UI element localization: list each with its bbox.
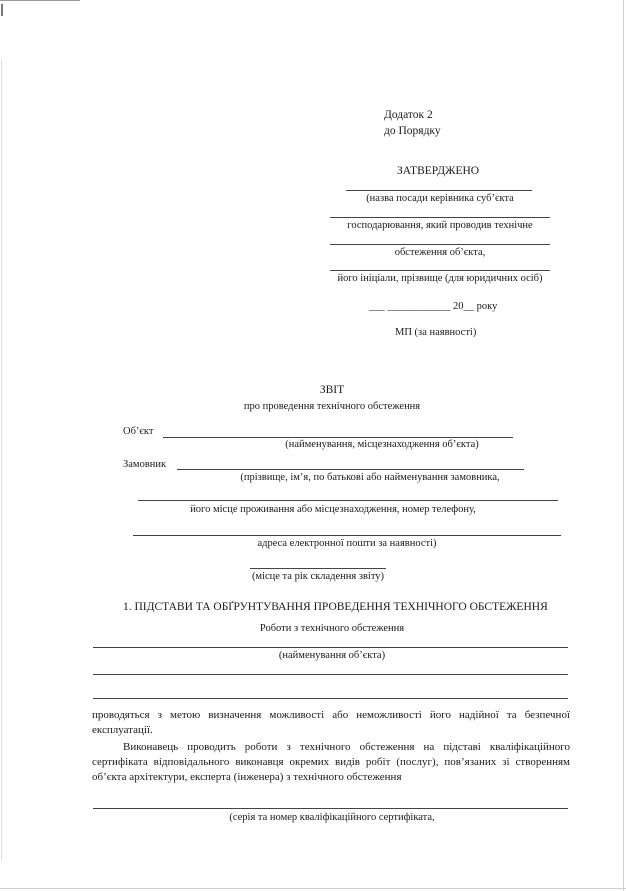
works-label: Роботи з технічного обстеження bbox=[259, 623, 405, 634]
appendix-number: Додаток 2 bbox=[384, 109, 433, 121]
certificate-caption: (серія та номер кваліфікаційного сертифіката, bbox=[229, 812, 435, 823]
approval-date-line: ___ ____________ 20__ року bbox=[369, 301, 498, 312]
place-year-caption: (місце та рік складення звіту) bbox=[251, 571, 385, 582]
scan-edge-top bbox=[0, 0, 80, 1]
scan-edge-right bbox=[623, 0, 624, 891]
scan-edge-bottom bbox=[0, 888, 626, 889]
head-position-caption: (назва посади керівника суб’єкта bbox=[366, 193, 514, 204]
object-caption: (найменування, місцезнаходження об’єкта) bbox=[285, 439, 479, 450]
fill-line bbox=[93, 647, 568, 648]
fill-line bbox=[346, 190, 532, 191]
fill-line bbox=[330, 217, 550, 218]
section-1-heading: 1. ПІДСТАВИ ТА ОБҐРУНТУВАННЯ ПРОВЕДЕННЯ ТЕХНІЧНОГО ОБСТЕЖЕННЯ bbox=[123, 601, 548, 613]
object-label: Об’єкт bbox=[123, 426, 154, 437]
initials-surname-caption: його ініціали, прізвище (для юридичних осіб) bbox=[337, 273, 543, 284]
scan-mark bbox=[1, 4, 3, 16]
purpose-paragraph: проводяться з метою визначення можливості або неможливості його надійної та безпечної експлуатації. bbox=[92, 709, 570, 736]
customer-caption: (прізвище, ім’я, по батькові або найменування замовника, bbox=[240, 472, 500, 483]
report-title: ЗВІТ bbox=[319, 384, 345, 396]
seal-note: МП (за наявності) bbox=[395, 327, 477, 338]
fill-line bbox=[133, 535, 561, 536]
report-subtitle: про проведення технічного обстеження bbox=[243, 401, 421, 412]
fill-line bbox=[93, 808, 568, 809]
entity-caption: господарювання, який проводив технічне bbox=[347, 220, 533, 231]
fill-line bbox=[93, 698, 568, 699]
customer-email-caption: адреса електронної пошти за наявності) bbox=[257, 538, 437, 549]
customer-address-caption: його місце проживання або місцезнаходження, номер телефону, bbox=[190, 504, 476, 515]
scan-edge-left bbox=[1, 60, 2, 860]
approved-stamp-heading: ЗАТВЕРДЖЕНО bbox=[397, 165, 480, 177]
object-name-caption: (найменування об’єкта) bbox=[278, 650, 386, 661]
customer-label: Замовник bbox=[123, 459, 167, 470]
object-inspection-caption: обстеження об’єкта, bbox=[394, 247, 486, 258]
fill-line bbox=[138, 500, 558, 501]
fill-line bbox=[250, 568, 386, 569]
object-fill-line bbox=[163, 437, 513, 438]
customer-fill-line bbox=[177, 469, 524, 470]
fill-line bbox=[330, 270, 550, 271]
appendix-reference: до Порядку bbox=[384, 125, 441, 137]
executor-paragraph: Виконавець проводить роботи з технічного обстеження на підставі кваліфікаційного сертифіката відповідального виконавця окремих видів робіт (послуг), пов’язаних зі створенням об’єкта архітектури, експерта (інженера) з технічного обстеження bbox=[92, 741, 570, 783]
fill-line bbox=[330, 244, 550, 245]
fill-line bbox=[93, 674, 568, 675]
